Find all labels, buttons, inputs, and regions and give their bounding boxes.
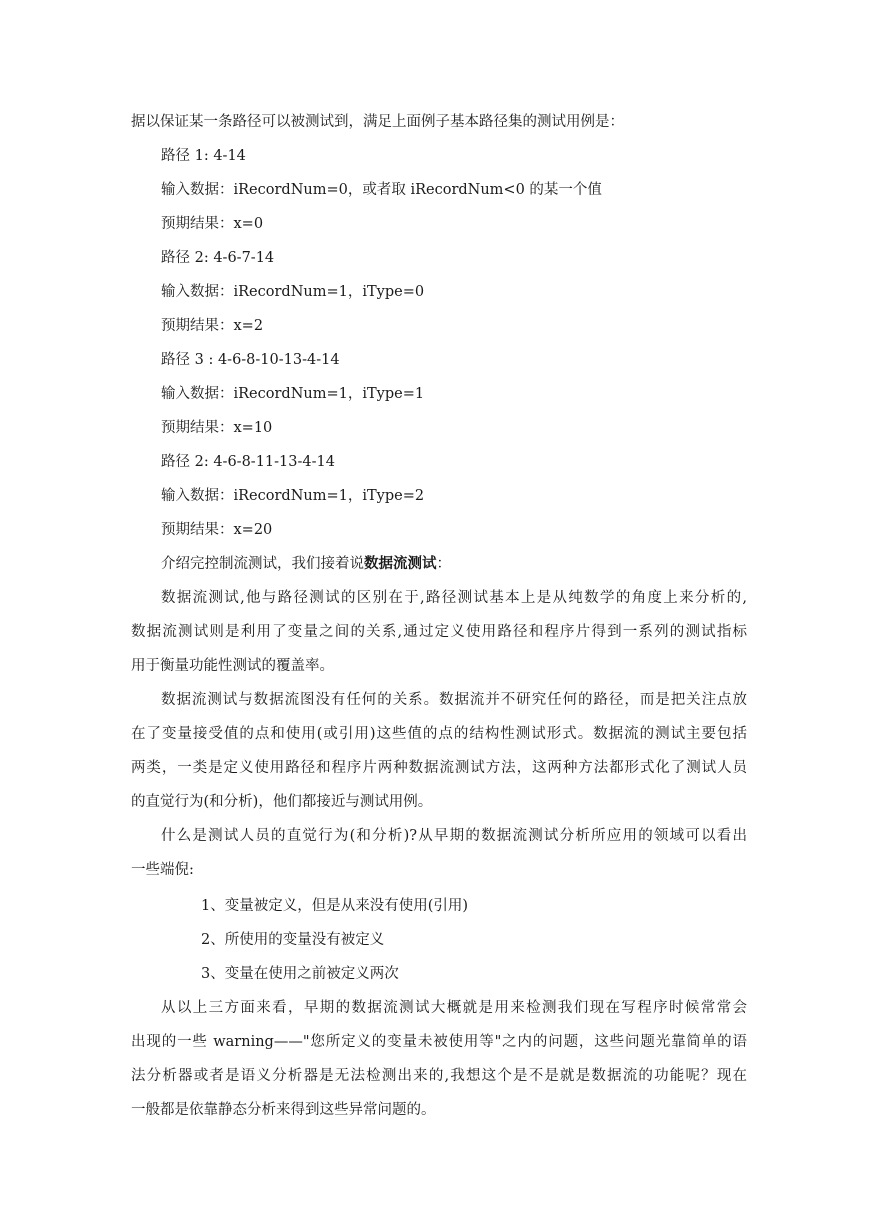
- paragraph-1-line-3: 用于衡量功能性测试的覆盖率。: [131, 658, 334, 674]
- paragraph-4-line-3: 法分析器或者是语义分析器是无法检测出来的,我想这个是不是就是数据流的功能呢？现在: [131, 1068, 747, 1084]
- path-2-input: 输入数据：iRecordNum=1，iType=0: [161, 284, 425, 300]
- dataflow-intro-line: [161, 554, 451, 574]
- path-4-input: 输入数据：iRecordNum=1，iType=2: [161, 488, 425, 504]
- list-item-1: 1、变量被定义，但是从来没有使用(引用): [201, 898, 469, 914]
- dataflow-intro-prefix: 介绍完控制流测试，我们接着说: [161, 556, 364, 572]
- path-3-expected: 预期结果：x=10: [161, 420, 273, 436]
- path-3-label: 路径 3 : 4-6-8-10-13-4-14: [161, 352, 340, 368]
- list-item-3: 3、变量在使用之前被定义两次: [201, 966, 399, 982]
- paragraph-1-line-1: 数据流测试,他与路径测试的区别在于,路径测试基本上是从纯数学的角度上来分析的,: [161, 590, 747, 606]
- paragraph-3-line-2: 一些端倪:: [131, 862, 194, 878]
- path-2-label: 路径 2: 4-6-7-14: [161, 250, 275, 266]
- dataflow-intro-suffix: ：: [436, 556, 451, 572]
- paragraph-intro-line: 据以保证某一条路径可以被测试到，满足上面例子基本路径集的测试用例是：: [131, 114, 624, 130]
- paragraph-4-line-2: 出现的一些 warning——"您所定义的变量未被使用等"之内的问题，这些问题光靠简单的语: [131, 1034, 747, 1050]
- paragraph-4-line-1: 从以上三方面来看，早期的数据流测试大概就是用来检测我们现在写程序时候常常会: [161, 1000, 747, 1016]
- paragraph-1-line-2: 数据流测试则是利用了变量之间的关系,通过定义使用路径和程序片得到一系列的测试指标: [131, 624, 747, 640]
- paragraph-4-line-4: 一般都是依靠静态分析来得到这些异常问题的。: [131, 1102, 436, 1118]
- paragraph-2-line-3: 两类，一类是定义使用路径和程序片两种数据流测试方法，这两种方法都形式化了测试人员: [131, 760, 747, 776]
- path-3-input: 输入数据：iRecordNum=1，iType=1: [161, 386, 425, 402]
- path-4-expected: 预期结果：x=20: [161, 522, 273, 538]
- path-2-expected: 预期结果：x=2: [161, 318, 264, 334]
- list-item-2: 2、所使用的变量没有被定义: [201, 932, 385, 948]
- paragraph-2-line-1: 数据流测试与数据流图没有任何的关系。数据流并不研究任何的路径，而是把关注点放: [161, 692, 747, 708]
- path-1-expected: 预期结果：x=0: [161, 216, 264, 232]
- dataflow-intro-bold: 数据流测试: [364, 555, 437, 572]
- path-1-label: 路径 1: 4-14: [161, 148, 246, 164]
- paragraph-3-line-1: 什么是测试人员的直觉行为(和分析)?从早期的数据流测试分析所应用的领域可以看出: [161, 828, 747, 844]
- paragraph-2-line-2: 在了变量接受值的点和使用(或引用)这些值的点的结构性测试形式。数据流的测试主要包括: [131, 726, 747, 742]
- paragraph-2-line-4: 的直觉行为(和分析)，他们都接近与测试用例。: [131, 794, 433, 810]
- path-1-input: 输入数据：iRecordNum=0，或者取 iRecordNum<0 的某一个值: [161, 182, 602, 198]
- path-4-label: 路径 2: 4-6-8-11-13-4-14: [161, 454, 335, 470]
